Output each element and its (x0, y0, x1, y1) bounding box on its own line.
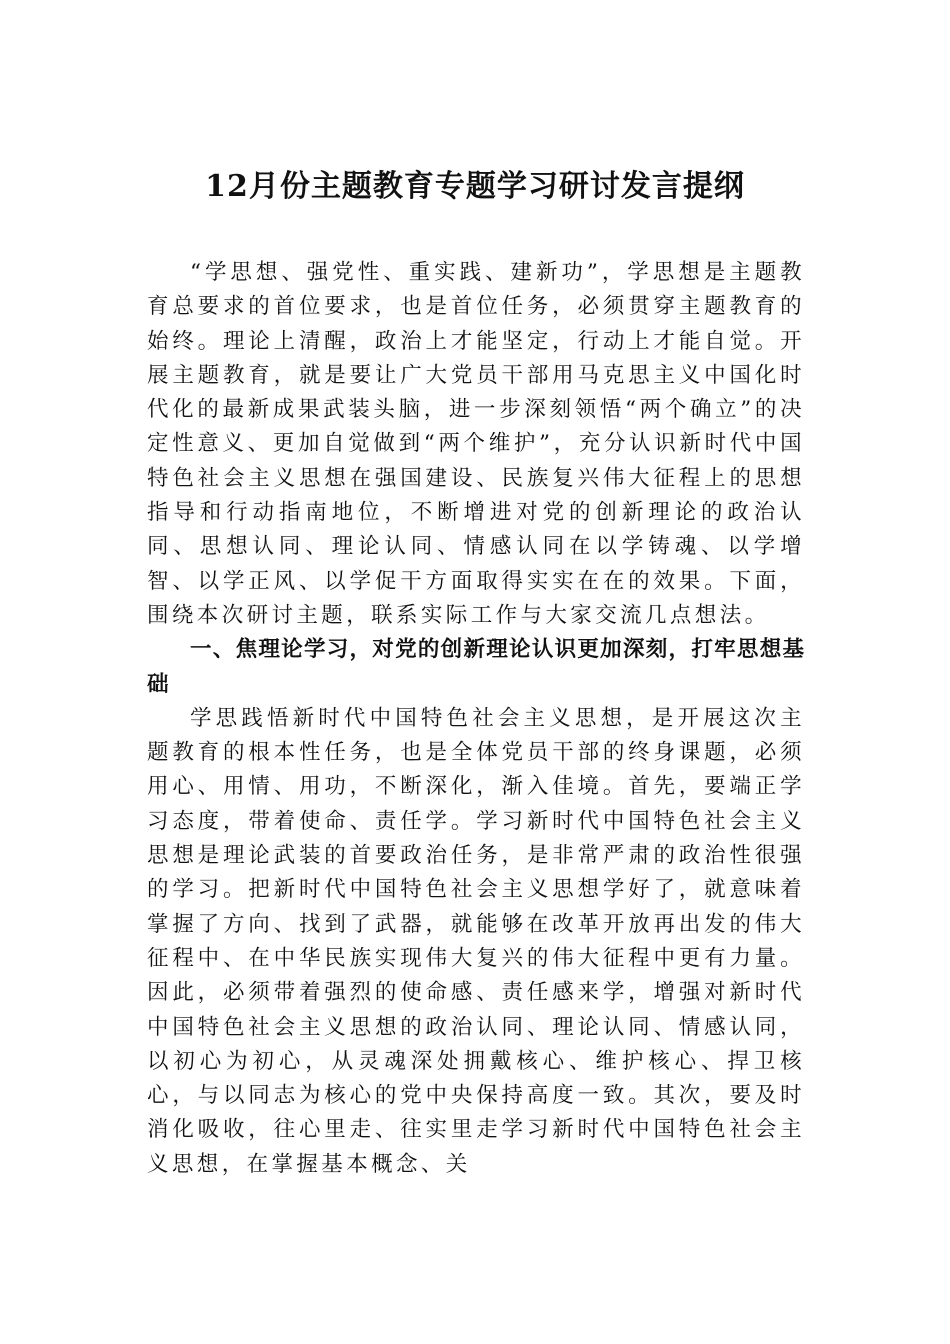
document-body (147, 256, 805, 1182)
section-heading: 一、焦理论学习，对党的创新理论认识更加深刻，打牢思想基础 (147, 637, 805, 697)
section-paragraph: 学思践悟新时代中国特色社会主义思想，是开展这次主题教育的根本性任务，也是全体党员干部的终身课题，必须用心、用情、用功，不断深化，渐入佳境。首先，要端正学习态度，带着使命、责任学。学习新时代中国特色社会主义思想是理论武装的首要政治任务，是非常严肃的政治性很强的学习。把新时代中国特色社会主义思想学好了，就意味着掌握了方向、找到了武器，就能够在改革开放再出发的伟大征程中、在中华民族实现伟大复兴的伟大征程中更有力量。因此，必须带着强烈的使命感、责任感来学，增强对新时代中国特色社会主义思想的政治认同、理论认同、情感认同，以初心为初心，从灵魂深处拥戴核心、维护核心、捍卫核心，与以同志为核心的党中央保持高度一致。其次，要及时消化吸收，往心里走、往实里走学习新时代中国特色社会主义思想，在掌握基本概念、关 (147, 705, 805, 1177)
document-title: 12月份主题教育专题学习研讨发言提纲 (205, 169, 745, 204)
intro-paragraph: “学思想、强党性、重实践、建新功”，学思想是主题教育总要求的首位要求，也是首位任务，必须贯穿主题教育的始终。理论上清醒，政治上才能坚定，行动上才能自觉。开展主题教育，就是要让广大党员干部用马克思主义中国化时代化的最新成果武装头脑，进一步深刻领悟“两个确立”的决定性意义、更加自觉做到“两个维护”，充分认识新时代中国特色社会主义思想在强国建设、民族复兴伟大征程上的思想指导和行动指南地位，不断增进对党的创新理论的政治认同、思想认同、理论认同、情感认同在以学铸魂、以学增智、以学正风、以学促干方面取得实实在在的效果。下面，围绕本次研讨主题，联系实际工作与大家交流几点想法。 (147, 260, 805, 628)
